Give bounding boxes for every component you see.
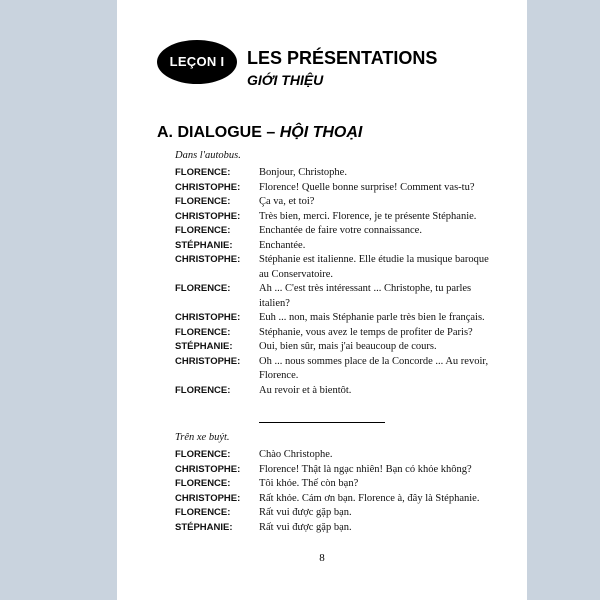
- vietnamese-dialogue: [175, 448, 495, 535]
- dialogue-line: [175, 195, 495, 210]
- dialogue-line: [175, 166, 495, 181]
- dialogue-text: Enchantée de faire votre connaissance.: [259, 225, 422, 236]
- lesson-badge: LEÇON I: [157, 40, 237, 84]
- dialogue-text: Au revoir et à bientôt.: [259, 384, 352, 396]
- speaker-name: FLORENCE:: [175, 167, 231, 178]
- section-heading: [157, 124, 362, 142]
- speaker-name: STÉPHANIE:: [175, 521, 233, 533]
- page-number: 8: [319, 552, 325, 564]
- section-divider: [259, 422, 385, 423]
- dialogue-text: Oui, bien sûr, mais j'ai beaucoup de cours.: [259, 341, 437, 352]
- dialogue-line: [175, 282, 495, 311]
- dialogue-line: [175, 448, 495, 463]
- dialogue-line: [175, 492, 495, 507]
- dialogue-line: [175, 463, 495, 478]
- dialogue-line: [175, 384, 495, 399]
- speaker-name: FLORENCE:: [175, 326, 231, 338]
- speaker-name: FLORENCE:: [175, 225, 231, 236]
- lesson-title: LES PRÉSENTATIONS: [247, 48, 438, 68]
- french-dialogue: [175, 166, 495, 398]
- speaker-name: CHRISTOPHE:: [175, 210, 241, 222]
- dialogue-text: Ah ... C'est très intéressant ... Christophe, tu parles italien?: [259, 283, 472, 309]
- dialogue-line: [175, 506, 495, 521]
- speaker-name: FLORENCE:: [175, 196, 231, 207]
- dialogue-line: [175, 210, 495, 225]
- speaker-name: STÉPHANIE:: [175, 341, 233, 352]
- speaker-name: FLORENCE:: [175, 384, 231, 396]
- speaker-name: CHRISTOPHE:: [175, 355, 241, 367]
- speaker-name: FLORENCE:: [175, 283, 231, 294]
- dialogue-text: Rất vui được gặp bạn.: [259, 521, 352, 533]
- dialogue-line: [175, 239, 495, 254]
- french-scene: Dans l'autobus.: [175, 150, 241, 161]
- dialogue-text: Très bien, merci. Florence, je te présente Stéphanie.: [259, 210, 477, 222]
- dialogue-line: [175, 181, 495, 196]
- section-label: A. DIALOGUE –: [157, 124, 280, 141]
- dialogue-text: Bonjour, Christophe.: [259, 167, 347, 178]
- book-page: [117, 0, 527, 600]
- dialogue-line: [175, 224, 495, 239]
- speaker-name: CHRISTOPHE:: [175, 312, 241, 323]
- dialogue-text: Rất vui được gặp bạn.: [259, 507, 352, 518]
- vietnamese-scene: Trên xe buýt.: [175, 432, 230, 443]
- speaker-name: FLORENCE:: [175, 507, 231, 518]
- dialogue-line: [175, 521, 495, 536]
- dialogue-text: Stéphanie, vous avez le temps de profiter de Paris?: [259, 326, 473, 338]
- speaker-name: CHRISTOPHE:: [175, 254, 241, 265]
- dialogue-line: [175, 355, 495, 384]
- lesson-subtitle: GIỚI THIỆU: [247, 72, 324, 88]
- speaker-name: CHRISTOPHE:: [175, 492, 241, 504]
- section-label-vi: HỘI THOẠI: [279, 124, 363, 141]
- dialogue-line: [175, 340, 495, 355]
- speaker-name: CHRISTOPHE:: [175, 181, 241, 193]
- speaker-name: FLORENCE:: [175, 478, 231, 489]
- dialogue-text: Euh ... non, mais Stéphanie parle très bien le français.: [259, 312, 485, 323]
- dialogue-text: Chào Christophe.: [259, 449, 333, 460]
- speaker-name: FLORENCE:: [175, 449, 231, 460]
- dialogue-line: [175, 253, 495, 282]
- dialogue-text: Florence! Thật là ngạc nhiên! Bạn có khỏe không?: [259, 463, 472, 475]
- dialogue-line: [175, 326, 495, 341]
- speaker-name: STÉPHANIE:: [175, 239, 233, 251]
- dialogue-line: [175, 311, 495, 326]
- dialogue-text: Oh ... nous sommes place de la Concorde ... Au revoir, Florence.: [259, 355, 489, 381]
- dialogue-text: Tôi khỏe. Thế còn bạn?: [259, 478, 359, 489]
- speaker-name: CHRISTOPHE:: [175, 463, 241, 475]
- dialogue-text: Stéphanie est italienne. Elle étudie la musique baroque au Conservatoire.: [259, 254, 489, 280]
- dialogue-text: Ça va, et toi?: [259, 196, 315, 207]
- dialogue-line: [175, 477, 495, 492]
- dialogue-text: Enchantée.: [259, 239, 306, 251]
- dialogue-text: Rất khỏe. Cám ơn bạn. Florence à, đây là Stéphanie.: [259, 492, 480, 504]
- dialogue-text: Florence! Quelle bonne surprise! Comment vas-tu?: [259, 181, 475, 193]
